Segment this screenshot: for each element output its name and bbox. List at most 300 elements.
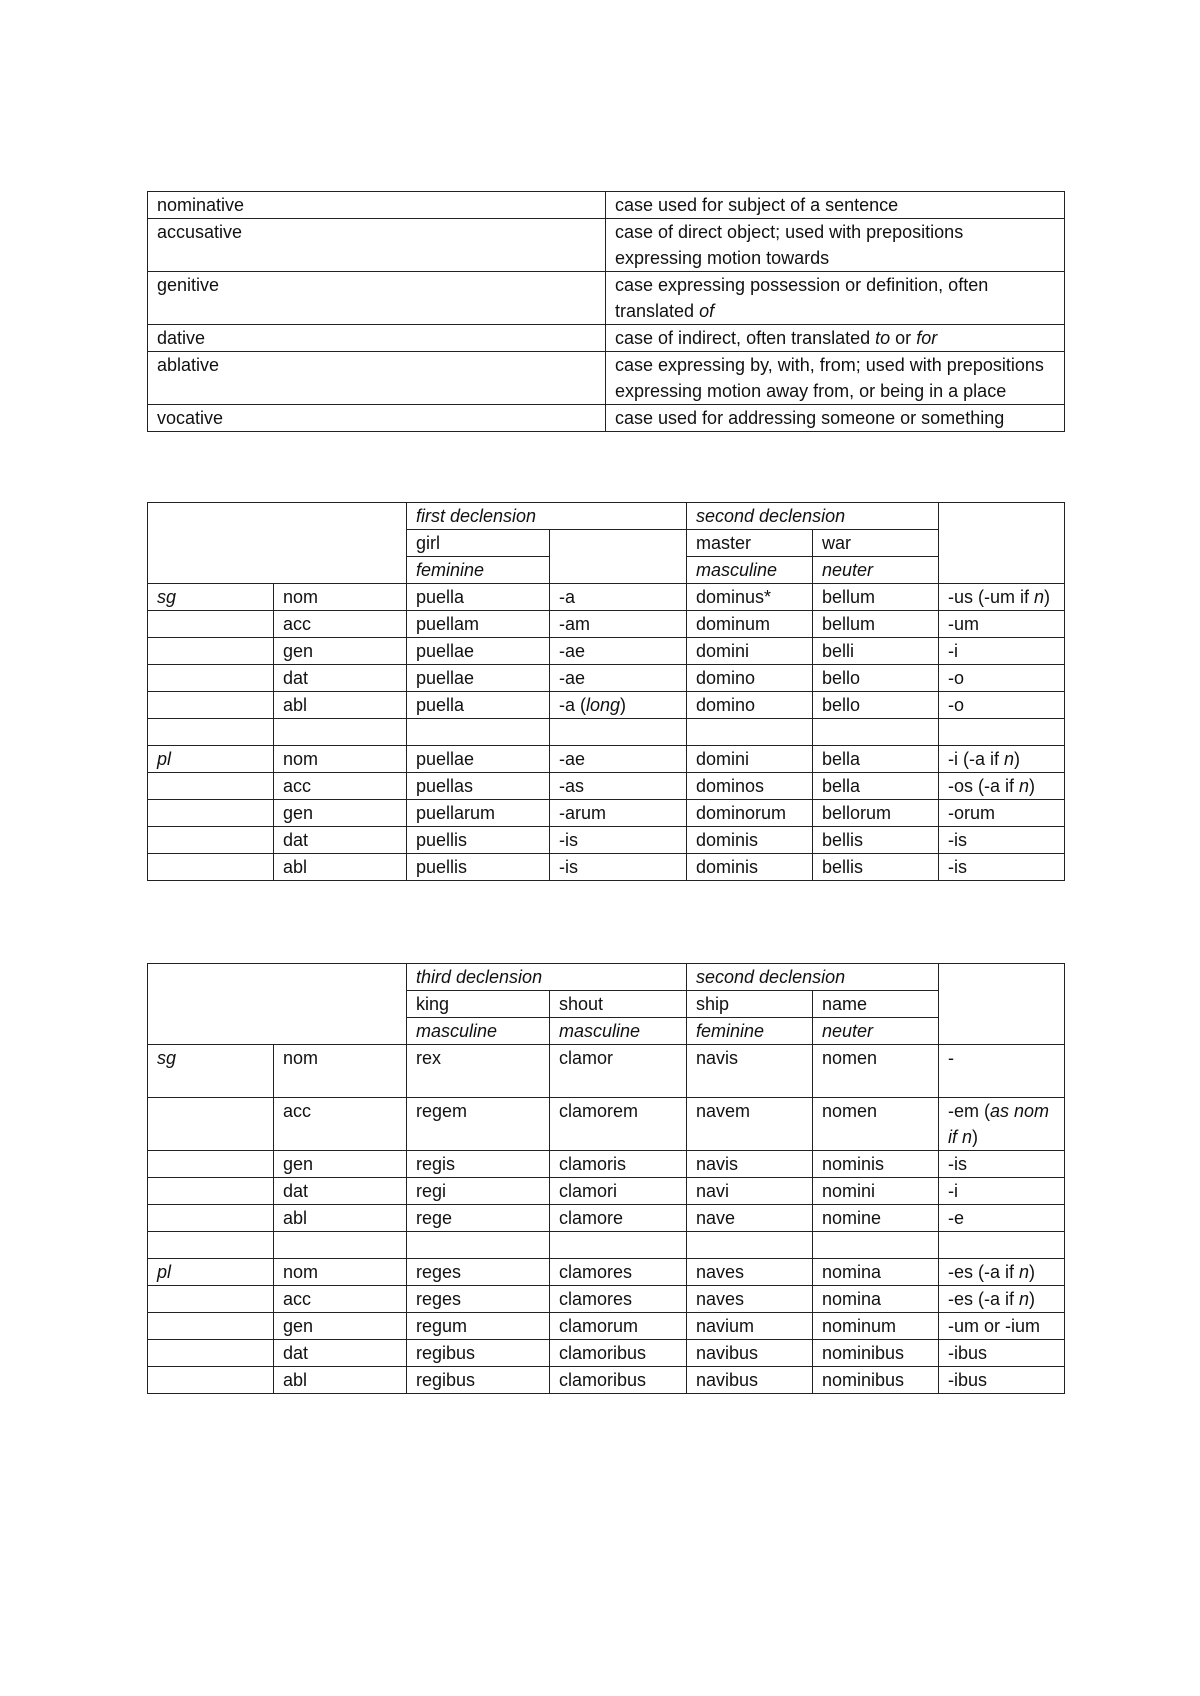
cell-text: puellarum — [416, 803, 496, 823]
cell-text: gen — [283, 1154, 314, 1174]
form-cell — [687, 746, 813, 773]
cell-text: regi — [416, 1181, 447, 1201]
form-cell — [407, 1151, 550, 1178]
form-cell — [407, 773, 550, 800]
form-cell — [813, 1205, 939, 1232]
form-cell — [813, 746, 939, 773]
form-cell — [407, 1313, 550, 1340]
gender-cell: neuter — [813, 1018, 939, 1045]
first-second-declension-table — [147, 502, 1065, 881]
group-header: third declension — [407, 964, 687, 991]
form-cell — [407, 1205, 550, 1232]
number-label: sg — [148, 1045, 274, 1098]
ending-summary-cell — [939, 584, 1065, 611]
ending-summary-cell — [939, 692, 1065, 719]
cell-text: navem — [696, 1101, 751, 1121]
cell-text: bellis — [822, 857, 864, 877]
cell-text: nomen — [822, 1048, 878, 1068]
ending-cell — [550, 1259, 687, 1286]
cell-text: bellum — [822, 614, 876, 634]
meaning-cell: war — [813, 530, 939, 557]
number-label — [148, 719, 274, 746]
cell-text: ) — [1029, 776, 1036, 796]
italic-text: for — [916, 328, 938, 348]
ending-summary-cell — [939, 1232, 1065, 1259]
cell-text: -em ( — [948, 1101, 991, 1121]
ending-cell — [550, 1045, 687, 1098]
form-cell — [407, 1340, 550, 1367]
form-cell — [813, 1151, 939, 1178]
form-cell — [407, 800, 550, 827]
header-row-groups — [148, 964, 1065, 991]
number-label — [148, 1232, 274, 1259]
cell-text: bella — [822, 776, 861, 796]
ending-summary-cell — [939, 1205, 1065, 1232]
cell-text: ) — [620, 695, 627, 715]
case-cell — [274, 827, 407, 854]
header-blank-cell — [148, 503, 407, 584]
declension-row — [148, 1367, 1065, 1394]
ending-cell — [550, 1232, 687, 1259]
cell-text: regis — [416, 1154, 456, 1174]
form-cell — [687, 1313, 813, 1340]
cell-text: naves — [696, 1262, 745, 1282]
form-cell — [407, 611, 550, 638]
form-cell — [407, 584, 550, 611]
number-label — [148, 1340, 274, 1367]
case-definitions-body — [148, 192, 1065, 432]
declension-row — [148, 1151, 1065, 1178]
form-cell — [813, 719, 939, 746]
italic-text: n — [1004, 749, 1015, 769]
cell-text: -is — [559, 830, 578, 850]
form-cell — [407, 665, 550, 692]
case-name: nominative — [148, 192, 606, 219]
cell-text: -is — [948, 857, 968, 877]
cell-text: case expressing possession or definition, often translated — [615, 275, 989, 321]
ending-summary-cell — [939, 1340, 1065, 1367]
cell-text: -i (-a if — [948, 749, 1005, 769]
cell-text: domino — [696, 668, 756, 688]
case-name: accusative — [148, 219, 606, 272]
cell-text: - — [948, 1048, 955, 1068]
case-cell — [274, 1340, 407, 1367]
form-cell — [813, 1098, 939, 1151]
number-label — [148, 854, 274, 881]
ending-cell — [550, 1340, 687, 1367]
ending-cell — [550, 854, 687, 881]
cell-text: dominum — [696, 614, 771, 634]
ending-cell — [550, 746, 687, 773]
cell-text: clamore — [559, 1208, 624, 1228]
cell-text: case expressing by, with, from; used with prepositions expressing motion away from, or being in a place — [615, 355, 1044, 401]
ending-summary-cell — [939, 1286, 1065, 1313]
cell-text: puellis — [416, 830, 468, 850]
declension-table-body — [148, 503, 1065, 881]
declension-row — [148, 746, 1065, 773]
case-cell — [274, 746, 407, 773]
declension-row — [148, 719, 1065, 746]
ending-summary-cell — [939, 1367, 1065, 1394]
case-name: genitive — [148, 272, 606, 325]
cell-text: -i — [948, 1181, 959, 1201]
ending-summary-cell — [939, 1098, 1065, 1151]
declension-row — [148, 1045, 1065, 1098]
cell-text: nominibus — [822, 1370, 905, 1390]
cell-text: navium — [696, 1316, 755, 1336]
form-cell — [687, 1205, 813, 1232]
case-cell — [274, 1205, 407, 1232]
form-cell — [687, 692, 813, 719]
case-description — [606, 352, 1065, 405]
cell-text: case of direct object; used with prepositions expressing motion towards — [615, 222, 964, 268]
cell-text: reges — [416, 1262, 462, 1282]
number-label — [148, 827, 274, 854]
italic-text: n — [1019, 776, 1030, 796]
form-cell — [813, 1313, 939, 1340]
case-cell — [274, 854, 407, 881]
number-label — [148, 1313, 274, 1340]
cell-text: puellae — [416, 641, 475, 661]
case-cell — [274, 773, 407, 800]
cell-text: bellorum — [822, 803, 892, 823]
cell-text: case of indirect, often translated — [615, 328, 876, 348]
ending-summary-cell — [939, 611, 1065, 638]
form-cell — [687, 1286, 813, 1313]
number-label: pl — [148, 746, 274, 773]
form-cell — [407, 1045, 550, 1098]
form-cell — [687, 854, 813, 881]
ending-cell — [550, 1313, 687, 1340]
number-label — [148, 1367, 274, 1394]
meaning-cell: ship — [687, 991, 813, 1018]
ending-cell — [550, 1178, 687, 1205]
ending-cell — [550, 1151, 687, 1178]
cell-text: -arum — [559, 803, 607, 823]
form-cell — [687, 773, 813, 800]
form-cell — [813, 1232, 939, 1259]
case-cell — [274, 611, 407, 638]
cell-text: abl — [283, 857, 308, 877]
cell-text: dat — [283, 830, 309, 850]
ending-summary-cell — [939, 638, 1065, 665]
cell-text: bello — [822, 695, 861, 715]
case-cell — [274, 1098, 407, 1151]
case-cell — [274, 1178, 407, 1205]
meaning-cell: master — [687, 530, 813, 557]
form-cell — [813, 827, 939, 854]
cell-text: navi — [696, 1181, 730, 1201]
case-cell — [274, 719, 407, 746]
cell-text: -um — [948, 614, 980, 634]
declension-row — [148, 692, 1065, 719]
ending-summary-cell — [939, 719, 1065, 746]
cell-text: regibus — [416, 1370, 476, 1390]
ending-cell — [550, 1286, 687, 1313]
number-label — [148, 692, 274, 719]
ending-summary-cell — [939, 665, 1065, 692]
cell-text: navibus — [696, 1343, 759, 1363]
group-header: second declension — [687, 964, 939, 991]
case-cell — [274, 1286, 407, 1313]
cell-text: clamores — [559, 1289, 633, 1309]
ending-summary-cell — [939, 1045, 1065, 1098]
cell-text: -is — [948, 830, 968, 850]
cell-text: dominus* — [696, 587, 772, 607]
cell-text: -ibus — [948, 1370, 988, 1390]
cell-text: nominibus — [822, 1343, 905, 1363]
case-row — [148, 192, 1065, 219]
declension-row — [148, 854, 1065, 881]
cell-text: puellae — [416, 749, 475, 769]
cell-text: puellis — [416, 857, 468, 877]
form-cell — [687, 1098, 813, 1151]
form-cell — [407, 692, 550, 719]
form-cell — [813, 665, 939, 692]
cell-text: acc — [283, 776, 312, 796]
declension-row — [148, 611, 1065, 638]
cell-text: -as — [559, 776, 585, 796]
cell-text: nom — [283, 587, 319, 607]
form-cell — [687, 638, 813, 665]
cell-text: puellas — [416, 776, 474, 796]
form-cell — [813, 854, 939, 881]
form-cell — [687, 1151, 813, 1178]
italic-text: long — [586, 695, 621, 715]
form-cell — [813, 611, 939, 638]
cell-text: ) — [1029, 1289, 1036, 1309]
italic-text: n — [1019, 1289, 1030, 1309]
cell-text: belli — [822, 641, 855, 661]
cell-text: -os (-a if — [948, 776, 1020, 796]
form-cell — [687, 1340, 813, 1367]
case-cell — [274, 1259, 407, 1286]
number-label: sg — [148, 584, 274, 611]
cell-text: abl — [283, 1208, 308, 1228]
ending-cell — [550, 1367, 687, 1394]
case-row — [148, 405, 1065, 432]
cell-text: nominis — [822, 1154, 885, 1174]
header-blank-cell — [939, 503, 1065, 584]
form-cell — [687, 827, 813, 854]
cell-text: -um or -ium — [948, 1316, 1041, 1336]
cell-text: clamoris — [559, 1154, 627, 1174]
case-cell — [274, 692, 407, 719]
header-blank-cell — [939, 964, 1065, 1045]
declension-row — [148, 800, 1065, 827]
cell-text: -o — [948, 695, 965, 715]
form-cell — [407, 719, 550, 746]
declension-table-body — [148, 964, 1065, 1394]
cell-text: -am — [559, 614, 590, 634]
case-cell — [274, 665, 407, 692]
group-header: first declension — [407, 503, 687, 530]
ending-summary-cell — [939, 746, 1065, 773]
cell-text: nominum — [822, 1316, 897, 1336]
form-cell — [813, 584, 939, 611]
case-description — [606, 405, 1065, 432]
number-label — [148, 800, 274, 827]
number-label — [148, 665, 274, 692]
cell-text: gen — [283, 803, 314, 823]
declension-row — [148, 1259, 1065, 1286]
cell-text: nomine — [822, 1208, 882, 1228]
declension-row — [148, 827, 1065, 854]
ending-summary-cell — [939, 827, 1065, 854]
cell-text: ) — [972, 1127, 979, 1147]
cell-text: abl — [283, 695, 308, 715]
cell-text: dominis — [696, 857, 759, 877]
ending-summary-cell — [939, 800, 1065, 827]
case-cell — [274, 1367, 407, 1394]
cell-text: domini — [696, 641, 750, 661]
case-row — [148, 272, 1065, 325]
case-definitions-table — [147, 191, 1065, 432]
cell-text: -is — [948, 1154, 968, 1174]
cell-text: acc — [283, 1101, 312, 1121]
gender-cell: feminine — [687, 1018, 813, 1045]
number-label — [148, 1205, 274, 1232]
ending-summary-cell — [939, 773, 1065, 800]
form-cell — [687, 1178, 813, 1205]
case-cell — [274, 800, 407, 827]
form-cell — [813, 1367, 939, 1394]
cell-text: puellam — [416, 614, 480, 634]
form-cell — [407, 1232, 550, 1259]
ending-summary-cell — [939, 1151, 1065, 1178]
ending-cell — [550, 800, 687, 827]
number-label — [148, 1151, 274, 1178]
form-cell — [813, 1045, 939, 1098]
cell-text: regibus — [416, 1343, 476, 1363]
ending-cell — [550, 827, 687, 854]
cell-text: ) — [1014, 749, 1021, 769]
third-second-declension-table — [147, 963, 1065, 1394]
ending-cell — [550, 719, 687, 746]
case-description — [606, 219, 1065, 272]
cell-text: -o — [948, 668, 965, 688]
declension-row — [148, 1098, 1065, 1151]
declension-row — [148, 1178, 1065, 1205]
cell-text: regum — [416, 1316, 468, 1336]
cell-text: gen — [283, 641, 314, 661]
form-cell — [407, 854, 550, 881]
cell-text: bellum — [822, 587, 876, 607]
group-header: second declension — [687, 503, 939, 530]
cell-text: clamores — [559, 1262, 633, 1282]
cell-text: -ibus — [948, 1343, 988, 1363]
form-cell — [813, 1286, 939, 1313]
ending-cell — [550, 773, 687, 800]
ending-cell — [550, 1098, 687, 1151]
cell-text: naves — [696, 1289, 745, 1309]
case-description — [606, 192, 1065, 219]
meaning-cell: shout — [550, 991, 687, 1018]
cell-text: case used for subject of a sentence — [615, 195, 899, 215]
form-cell — [813, 800, 939, 827]
gender-cell: neuter — [813, 557, 939, 584]
cell-text: ) — [1029, 1262, 1036, 1282]
form-cell — [407, 1098, 550, 1151]
case-name: vocative — [148, 405, 606, 432]
cell-text: clamor — [559, 1048, 614, 1068]
case-row — [148, 219, 1065, 272]
ending-summary-cell — [939, 1178, 1065, 1205]
form-cell — [687, 1367, 813, 1394]
form-cell — [407, 638, 550, 665]
cell-text: clamoribus — [559, 1370, 647, 1390]
case-name: dative — [148, 325, 606, 352]
cell-text: nom — [283, 1048, 319, 1068]
declension-row — [148, 1205, 1065, 1232]
cell-text: navis — [696, 1154, 739, 1174]
cell-text: nomina — [822, 1289, 882, 1309]
cell-text: clamorem — [559, 1101, 639, 1121]
case-description — [606, 272, 1065, 325]
cell-text: regem — [416, 1101, 468, 1121]
form-cell — [407, 1178, 550, 1205]
cell-text: -es (-a if — [948, 1262, 1020, 1282]
number-label — [148, 1286, 274, 1313]
cell-text: case used for addressing someone or something — [615, 408, 1005, 428]
cell-text: bella — [822, 749, 861, 769]
cell-text: nomen — [822, 1101, 878, 1121]
form-cell — [687, 1259, 813, 1286]
cell-text: nave — [696, 1208, 736, 1228]
declension-row — [148, 773, 1065, 800]
gender-cell: masculine — [687, 557, 813, 584]
case-cell — [274, 1232, 407, 1259]
ending-summary-cell — [939, 1259, 1065, 1286]
meaning-cell: name — [813, 991, 939, 1018]
italic-text: of — [699, 301, 715, 321]
case-cell — [274, 1151, 407, 1178]
ending-cell — [550, 584, 687, 611]
cell-text: -us (-um if — [948, 587, 1035, 607]
case-row — [148, 352, 1065, 405]
form-cell — [687, 719, 813, 746]
cell-text: rege — [416, 1208, 453, 1228]
cell-text: gen — [283, 1316, 314, 1336]
cell-text: acc — [283, 1289, 312, 1309]
cell-text: clamorum — [559, 1316, 639, 1336]
italic-text: n — [1019, 1262, 1030, 1282]
ending-summary-cell — [939, 854, 1065, 881]
cell-text: abl — [283, 1370, 308, 1390]
declension-row — [148, 638, 1065, 665]
number-label — [148, 1178, 274, 1205]
ending-summary-cell — [939, 1313, 1065, 1340]
ending-cell — [550, 638, 687, 665]
declension-row — [148, 1313, 1065, 1340]
number-label — [148, 611, 274, 638]
cell-text: clamori — [559, 1181, 618, 1201]
cell-text: bellis — [822, 830, 864, 850]
cell-text: -a ( — [559, 695, 586, 715]
cell-text: clamoribus — [559, 1343, 647, 1363]
form-cell — [687, 665, 813, 692]
header-blank-cell — [550, 530, 687, 584]
cell-text: reges — [416, 1289, 462, 1309]
form-cell — [407, 1259, 550, 1286]
cell-text: nomina — [822, 1262, 882, 1282]
case-cell — [274, 584, 407, 611]
form-cell — [687, 1045, 813, 1098]
declension-row — [148, 1232, 1065, 1259]
number-label: pl — [148, 1259, 274, 1286]
cell-text: -i — [948, 641, 959, 661]
cell-text: domini — [696, 749, 750, 769]
